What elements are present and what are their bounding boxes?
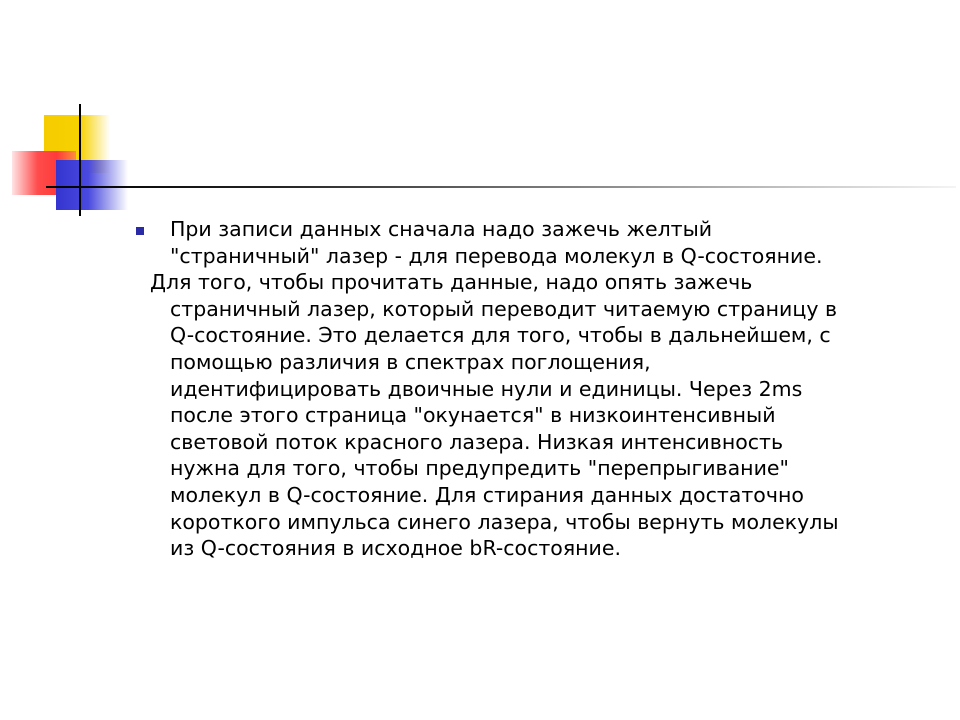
paragraph-line: Q-состояние. Это делается для того, чтобы в дальнейшем, с <box>170 323 831 348</box>
paragraph-line: нужна для того, чтобы предупредить "перепрыгивание" <box>170 456 789 481</box>
blue-square-shape <box>56 160 128 210</box>
square-bullet-icon <box>136 227 144 235</box>
paragraph-line: из Q-состояния в исходное bR-состояние. <box>170 536 622 561</box>
paragraph-line: молекул в Q-состояние. Для стирания данных достаточно <box>170 482 804 507</box>
horizontal-rule <box>46 186 956 188</box>
bullet-item <box>130 216 930 269</box>
paragraph-line: страничный лазер, который переводит читаемую страницу в <box>170 296 838 321</box>
slide-decoration <box>0 0 960 240</box>
paragraph-line: после этого страница "окунается" в низкоинтенсивный <box>170 403 776 428</box>
paragraph-line: Для того, чтобы прочитать данные, надо опять зажечь <box>150 270 753 295</box>
vertical-rule <box>79 104 81 216</box>
paragraph-line: световой поток красного лазера. Низкая интенсивность <box>170 429 784 454</box>
bullet-line: При записи данных сначала надо зажечь желтый <box>170 217 713 241</box>
body-paragraph <box>130 269 930 562</box>
paragraph-line: идентифицировать двоичные нули и единицы. Через 2ms <box>170 376 803 401</box>
bullet-line: "страничный" лазер - для перевода молекул в Q-состояние. <box>170 243 823 268</box>
paragraph-line: короткого импульса синего лазера, чтобы вернуть молекулы <box>170 509 839 534</box>
paragraph-line: помощью различия в спектрах поглощения, <box>170 349 651 374</box>
slide-body <box>130 216 930 562</box>
